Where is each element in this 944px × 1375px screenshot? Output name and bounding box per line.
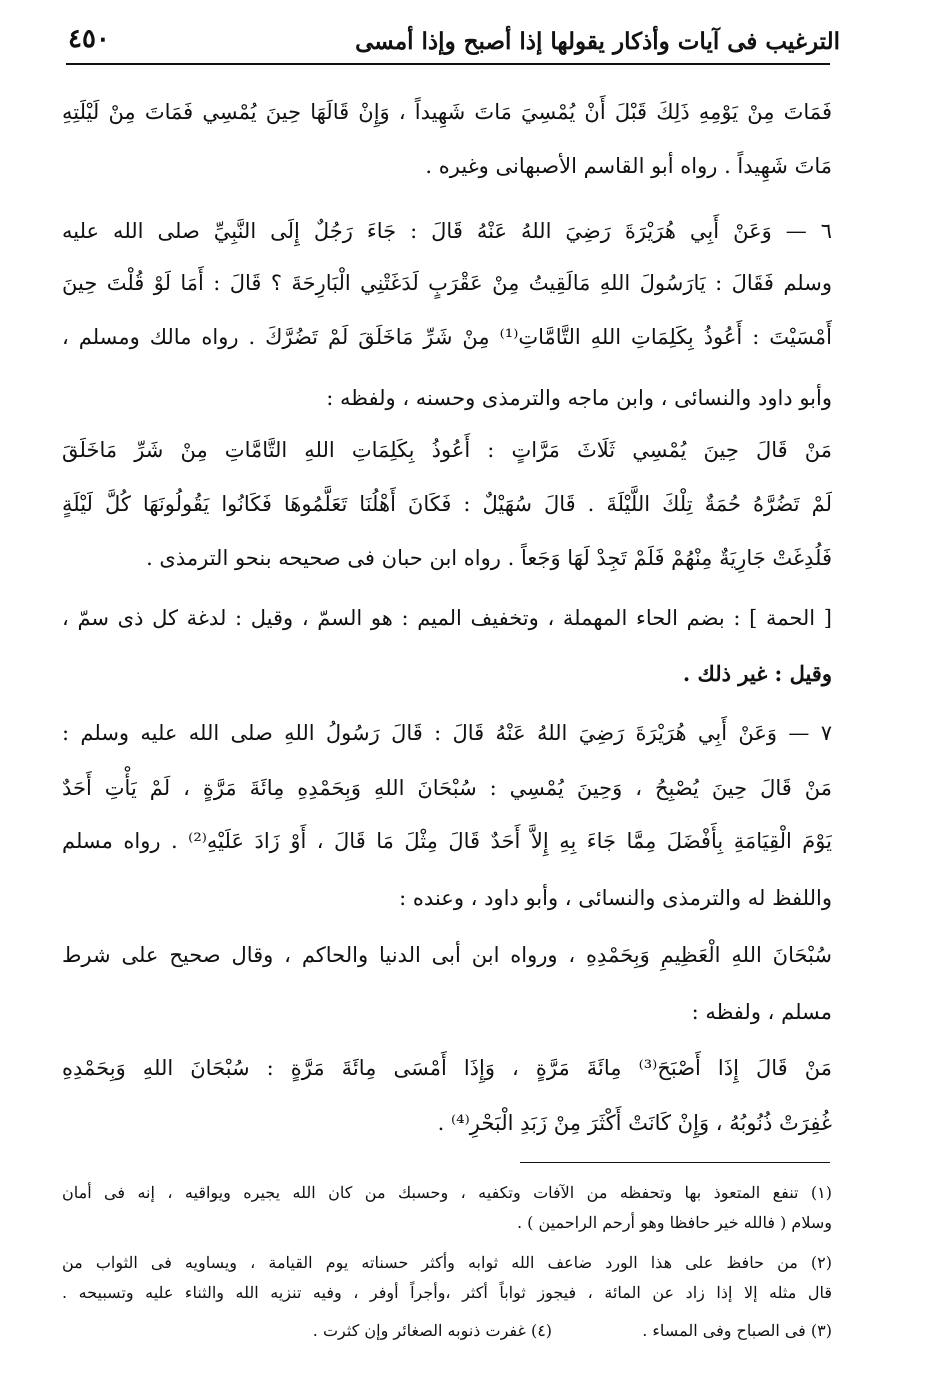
body-line: مسلم ، ولفظه :: [691, 1000, 832, 1024]
body-line: واللفظ له والترمذى والنسائى ، وأبو داود ، وعنده :: [399, 886, 832, 910]
footnote-rule: [520, 1162, 830, 1163]
footnote-1-cont: وسلام ( فالله خير حافظا وهو أرحم الراحمين ) .: [516, 1213, 832, 1232]
running-title: الترغيب فى آيات وأذكار يقولها إذا أصبح وإذا أمسى: [355, 28, 840, 55]
gloss-line: [ الحمة ] : بضم الحاء المهملة ، وتخفيف الميم : هو السمّ ، وقيل : لدغة كل ذى سمّ ،: [62, 606, 832, 630]
body-line: مَنْ قَالَ حِينَ يُمْسِي ثَلَاثَ مَرَّاتٍ : أَعُوذُ بِكَلِمَاتِ اللهِ التَّامَّاتِ مِنْ شَرِّ مَاخَلَقَ: [62, 438, 832, 462]
gloss-line: وقيل : غير ذلك .: [682, 661, 832, 686]
body-line: غُفِرَتْ ذُنُوبُهُ ، وَإِنْ كَانَتْ أَكْثَرَ مِنْ زَبَدِ الْبَحْرِ⁽⁴⁾ .: [437, 1111, 832, 1135]
header-rule: [66, 63, 830, 65]
body-line: سُبْحَانَ اللهِ الْعَظِيمِ وَبِحَمْدِهِ ، ورواه ابن أبى الدنيا والحاكم ، وقال صحيح على شرط: [62, 943, 832, 967]
footnotes-3-4: [62, 1316, 832, 1346]
body-line: وسلم فَقَالَ : يَارَسُولَ اللهِ مَالَقِيتُ مِنْ عَقْرَبٍ لَدَغَتْنِي الْبَارِحَةَ ؟ قَالَ : أَمَا لَوْ قُلْتَ حِينَ: [62, 271, 832, 295]
body-line: فَلُدِغَتْ جَارِيَةٌ مِنْهُمْ فَلَمْ تَجِدْ لَهَا وَجَعاً . رواه ابن حبان فى صحيحه بنحو الترمذى .: [146, 546, 832, 570]
body-line: مَنْ قَالَ حِينَ يُصْبِحُ ، وَحِينَ يُمْسِي : سُبْحَانَ اللهِ وَبِحَمْدِهِ مِائَةَ مَرَّةٍ ، لَمْ يَأْتِ أَحَدٌ: [62, 776, 832, 800]
body-line: وأبو داود والنسائى ، وابن ماجه والترمذى وحسنه ، ولفظه :: [326, 386, 832, 410]
hadith-6-line: ٦ — وَعَنْ أَبِي هُرَيْرَةَ رَضِيَ اللهُ عَنْهُ قَالَ : جَاءَ رَجُلٌ إِلَى النَّبِيِّ صلى الله عليه: [62, 219, 832, 243]
footnote-2: (٢) من حافظ على هذا الورد ضاعف الله ثوابه وأكثر حسناته يوم القيامة ، ويساويه فى الثواب من: [62, 1253, 832, 1272]
body-line: أَمْسَيْتَ : أَعُوذُ بِكَلِمَاتِ اللهِ التَّامَّاتِ⁽¹⁾ مِنْ شَرِّ مَاخَلَقَ لَمْ تَضُرَّكَ . رواه مالك ومسلم ،: [62, 325, 832, 349]
body-line: يَوْمَ الْقِيَامَةِ بِأَفْضَلَ مِمَّا جَاءَ بِهِ إِلاَّ أَحَدٌ قَالَ مِثْلَ مَا قَالَ ، أَوْ زَادَ عَلَيْهِ⁽²⁾ . رواه مسلم: [62, 829, 832, 853]
body-line: لَمْ تَضُرَّهُ حُمَةٌ تِلْكَ اللَّيْلَةَ . قَالَ سُهَيْلٌ : فَكَانَ أَهْلُنَا تَعَلَّمُوهَا فَكَانُوا يَقُولُونَهَا كُلَّ لَيْلَةٍ: [62, 492, 832, 516]
footnote-3: (٣) فى الصباح وفى المساء .: [642, 1321, 832, 1340]
page-header: [68, 22, 840, 62]
footnote-1: (١) تنفع المتعوذ بها وتحفظه من الآفات وتكفيه ، وحسبك من كان الله يجيره ويواقيه ، إنه فى أمان: [62, 1183, 832, 1202]
footnote-2-cont: قال مثله إلا إذا زاد عن المائة ، فيجوز ثواباً أكثر ،وأجراً أوفر ، وفيه تنزيه الله والثناء عليه وتسبيحه .: [62, 1283, 832, 1302]
body-line: فَمَاتَ مِنْ يَوْمِهِ ذَلِكَ قَبْلَ أَنْ يُمْسِيَ مَاتَ شَهِيداً ، وَإِنْ قَالَهَا حِينَ يُمْسِي فَمَاتَ مِنْ لَيْلَتِهِ: [62, 100, 832, 124]
page-number: ٤٥٠: [68, 24, 110, 54]
body-line: مَنْ قَالَ إِذَا أَصْبَحَ⁽³⁾ مِائَةَ مَرَّةٍ ، وَإِذَا أَمْسَى مِائَةَ مَرَّةٍ : سُبْحَانَ اللهِ وَبِحَمْدِهِ: [62, 1056, 832, 1080]
footnote-4: (٤) غفرت ذنوبه الصغائر وإن كثرت .: [312, 1321, 553, 1340]
body-line: مَاتَ شَهِيداً . رواه أبو القاسم الأصبهانى وغيره .: [425, 154, 832, 178]
hadith-7-line: ٧ — وَعَنْ أَبِي هُرَيْرَةَ رَضِيَ اللهُ عَنْهُ قَالَ : قَالَ رَسُولُ اللهِ صلى الله عليه وسلم :: [62, 721, 832, 745]
